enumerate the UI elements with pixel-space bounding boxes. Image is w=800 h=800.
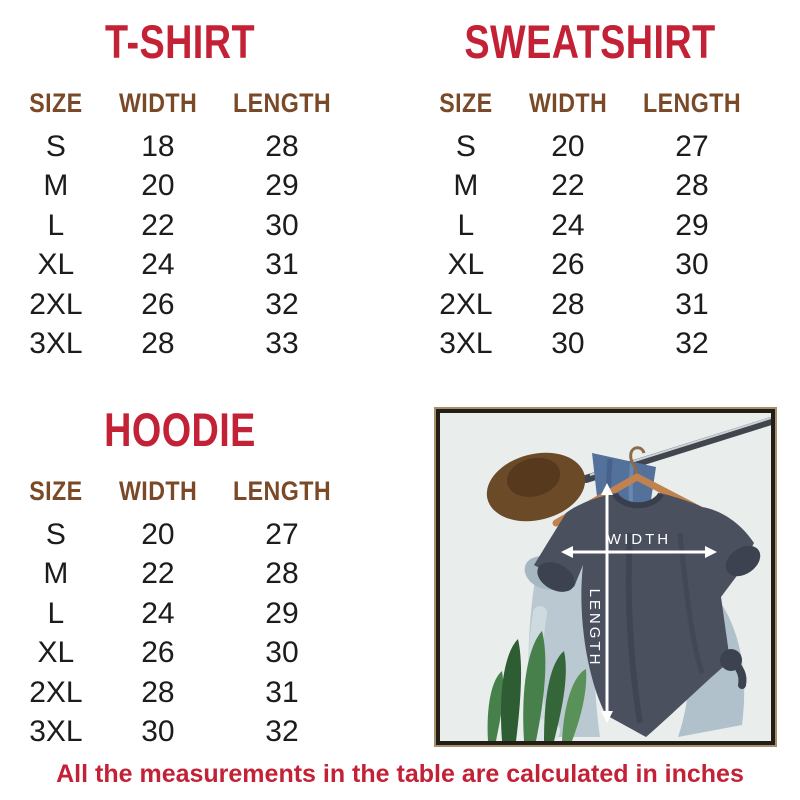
length-cell: 31 bbox=[265, 675, 299, 709]
hoodie-header-length: LENGTH bbox=[232, 476, 332, 506]
size-cell: XL bbox=[447, 248, 485, 282]
size-cell: XL bbox=[37, 636, 75, 670]
width-cell: 24 bbox=[141, 596, 175, 630]
length-cell: 28 bbox=[265, 129, 299, 163]
length-cell: 27 bbox=[265, 517, 299, 551]
size-cell: 3XL bbox=[439, 327, 493, 361]
tshirt-header-length: LENGTH bbox=[232, 88, 332, 118]
length-label: LENGTH bbox=[586, 588, 603, 668]
table-row bbox=[420, 246, 760, 286]
tshirt-size-section bbox=[10, 14, 350, 364]
size-cell: M bbox=[43, 169, 69, 203]
size-cell: M bbox=[453, 169, 479, 203]
size-cell: L bbox=[457, 208, 475, 242]
table-row bbox=[10, 285, 350, 325]
table-row bbox=[420, 167, 760, 207]
tshirt-header-row bbox=[10, 88, 350, 119]
table-row bbox=[10, 127, 350, 167]
width-cell: 18 bbox=[141, 129, 175, 163]
width-cell: 26 bbox=[141, 636, 175, 670]
length-cell: 32 bbox=[675, 327, 709, 361]
size-cell: L bbox=[47, 208, 65, 242]
size-cell: 3XL bbox=[29, 327, 83, 361]
size-cell: S bbox=[455, 129, 476, 163]
table-row bbox=[420, 285, 760, 325]
length-cell: 28 bbox=[265, 557, 299, 591]
length-cell: 29 bbox=[675, 208, 709, 242]
tshirt-title: T-SHIRT bbox=[105, 14, 255, 69]
length-cell: 31 bbox=[675, 287, 709, 321]
width-label: WIDTH bbox=[606, 531, 672, 548]
size-cell: 2XL bbox=[29, 675, 83, 709]
table-row bbox=[10, 673, 350, 713]
table-row bbox=[420, 325, 760, 365]
table-row bbox=[10, 594, 350, 634]
size-cell: 2XL bbox=[439, 287, 493, 321]
length-cell: 30 bbox=[675, 248, 709, 282]
table-row bbox=[420, 206, 760, 246]
table-row bbox=[10, 555, 350, 595]
table-row bbox=[10, 515, 350, 555]
width-cell: 26 bbox=[551, 248, 585, 282]
sweatshirt-header-width: WIDTH bbox=[528, 88, 608, 118]
sweatshirt-title: SWEATSHIRT bbox=[464, 14, 716, 69]
table-row bbox=[10, 634, 350, 674]
length-cell: 32 bbox=[265, 287, 299, 321]
table-row bbox=[10, 167, 350, 207]
width-cell: 22 bbox=[141, 557, 175, 591]
width-cell: 28 bbox=[551, 287, 585, 321]
sweatshirt-header-length: LENGTH bbox=[642, 88, 742, 118]
hoodie-rows bbox=[10, 515, 350, 752]
table-row bbox=[10, 206, 350, 246]
measurements-caption: All the measurements in the table are calculated in inches bbox=[56, 760, 744, 788]
measurement-photo bbox=[440, 413, 771, 741]
width-cell: 24 bbox=[141, 248, 175, 282]
sweatshirt-rows bbox=[420, 127, 760, 364]
table-row bbox=[420, 127, 760, 167]
length-cell: 30 bbox=[265, 208, 299, 242]
width-cell: 30 bbox=[141, 715, 175, 749]
width-cell: 28 bbox=[141, 675, 175, 709]
table-row bbox=[10, 246, 350, 286]
tshirt-rows bbox=[10, 127, 350, 364]
length-cell: 29 bbox=[265, 169, 299, 203]
width-cell: 20 bbox=[551, 129, 585, 163]
size-cell: XL bbox=[37, 248, 75, 282]
length-cell: 27 bbox=[675, 129, 709, 163]
size-cell: S bbox=[45, 517, 66, 551]
hoodie-header-size: SIZE bbox=[29, 476, 83, 506]
size-cell: S bbox=[45, 129, 66, 163]
width-cell: 28 bbox=[141, 327, 175, 361]
hoodie-size-section bbox=[10, 402, 350, 752]
size-cell: M bbox=[43, 557, 69, 591]
length-cell: 30 bbox=[265, 636, 299, 670]
size-cell: 3XL bbox=[29, 715, 83, 749]
length-cell: 29 bbox=[265, 596, 299, 630]
width-cell: 30 bbox=[551, 327, 585, 361]
sweatshirt-header-row bbox=[420, 88, 760, 119]
hoodie-header-width: WIDTH bbox=[118, 476, 198, 506]
table-row bbox=[10, 713, 350, 753]
width-cell: 20 bbox=[141, 517, 175, 551]
size-cell: L bbox=[47, 596, 65, 630]
width-cell: 22 bbox=[141, 208, 175, 242]
tshirt-header-width: WIDTH bbox=[118, 88, 198, 118]
tshirt-header-size: SIZE bbox=[29, 88, 83, 118]
table-row bbox=[10, 325, 350, 365]
measurement-photo-frame bbox=[436, 409, 775, 745]
width-cell: 26 bbox=[141, 287, 175, 321]
length-cell: 31 bbox=[265, 248, 299, 282]
hoodie-header-row bbox=[10, 476, 350, 507]
length-cell: 33 bbox=[265, 327, 299, 361]
length-cell: 28 bbox=[675, 169, 709, 203]
width-cell: 20 bbox=[141, 169, 175, 203]
sweatshirt-header-size: SIZE bbox=[439, 88, 493, 118]
length-cell: 32 bbox=[265, 715, 299, 749]
hoodie-title: HOODIE bbox=[104, 402, 256, 457]
size-cell: 2XL bbox=[29, 287, 83, 321]
width-cell: 22 bbox=[551, 169, 585, 203]
sweatshirt-size-section bbox=[420, 14, 760, 364]
width-cell: 24 bbox=[551, 208, 585, 242]
